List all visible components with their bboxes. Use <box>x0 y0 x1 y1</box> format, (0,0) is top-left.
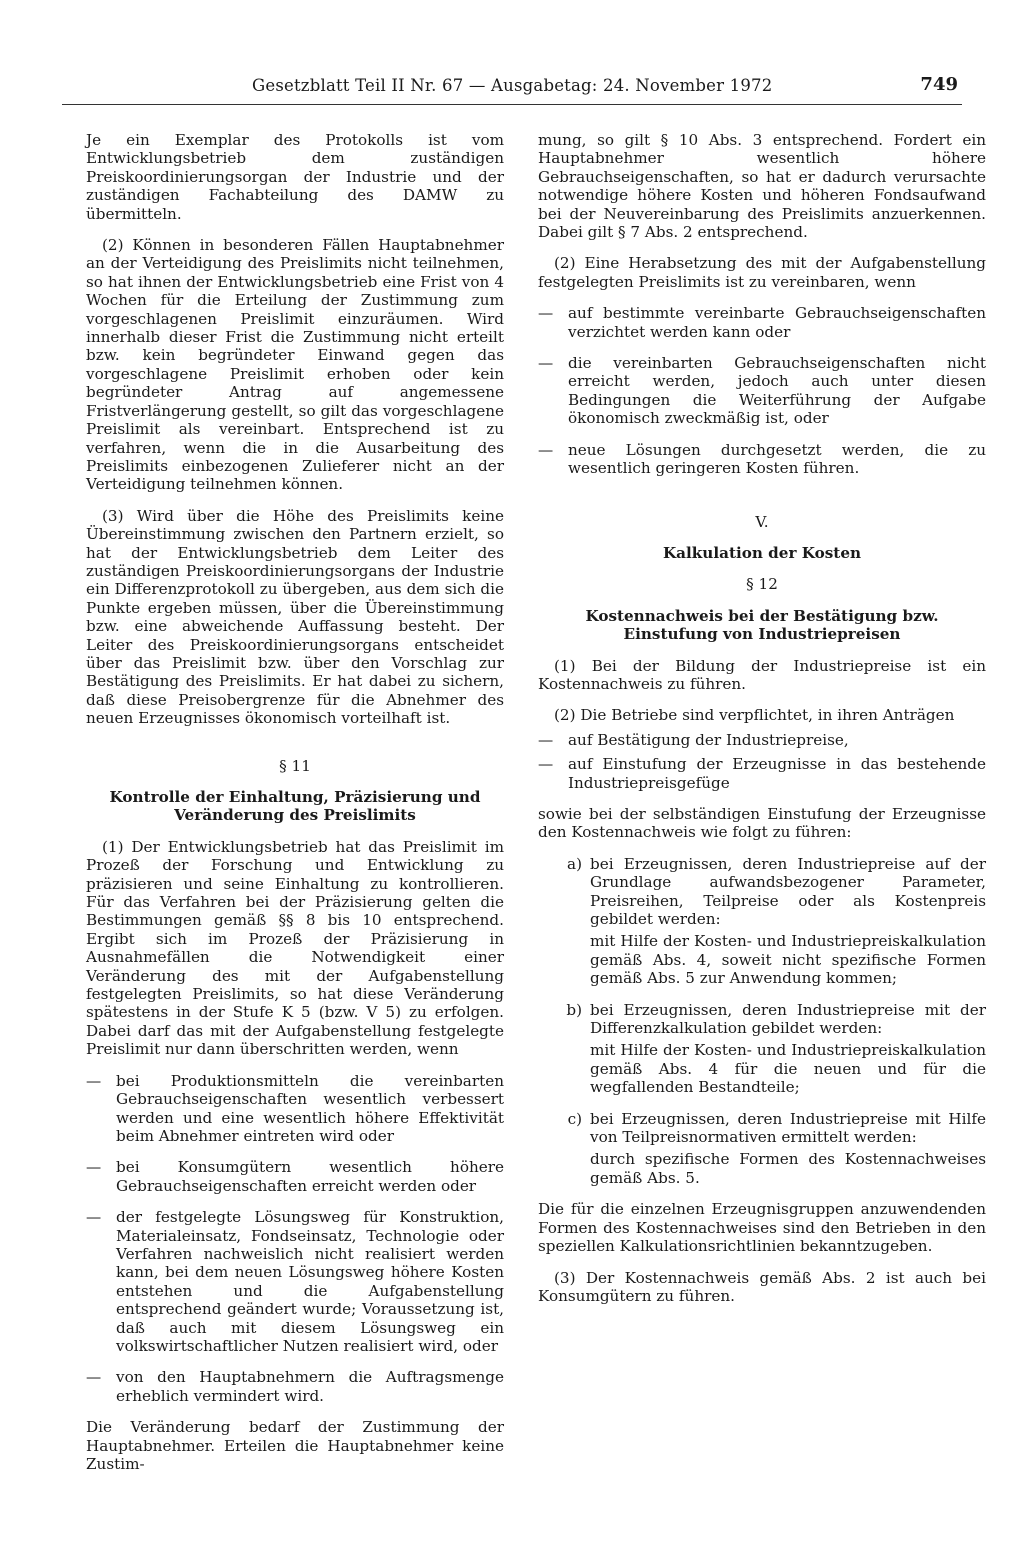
section-title: Kostennachweis bei der Bestätigung bzw. Einstufung von Industriepreisen <box>585 606 939 644</box>
section-number: § 11 <box>279 756 311 775</box>
list-item-text: auf bestimmte vereinbarte Gebrauchseigenschaften verzichtet werden kann oder <box>568 304 986 341</box>
item-label: c) <box>567 1109 582 1128</box>
item-subtext: durch spezifische Formen des Kostennachweises gemäß Abs. 5. <box>590 1150 986 1187</box>
dash-marker: — <box>86 1071 102 1090</box>
dash-marker: — <box>86 1208 102 1227</box>
section-number: § 12 <box>746 575 778 594</box>
header-title: Gesetzblatt Teil II Nr. 67 — Ausgabetag: 24. November 1972 <box>252 76 773 95</box>
dash-marker: — <box>538 354 554 373</box>
dash-list-item <box>538 731 986 749</box>
item-text: bei Erzeugnissen, deren Industriepreise mit der Differenzkalkulation gebildet werden: <box>590 1000 986 1038</box>
dash-list-item <box>538 354 986 428</box>
item-subtext: mit Hilfe der Kosten- und Industriepreiskalkulation gemäß Abs. 4 für die neuen und für die wegfallenden Bestandteile; <box>590 1041 986 1097</box>
right-column <box>538 131 986 1318</box>
paragraph: (2) Können in besonderen Fällen Hauptabnehmer an der Verteidigung des Preislimits nicht teilnehmen, so hat ihnen der Entwicklungsbetrieb eine Frist von 4 Wochen für die Erteilung der Zustimmung zum vorgeschlagenen Preislimit einzuräumen. Wird innerhalb dieser Frist die Zustimmung nicht erteilt bzw. kein begründeter Einwand gegen das vorgeschlagene Preislimit erhoben oder kein begründeter Antrag auf angemessene Fristverlängerung gestellt, so gilt das vorgeschlagene Preislimit als vereinbart. Entsprechend ist zu verfahren, wenn die in die Ausarbeitung des Preislimits einbezogenen Zulieferer nicht an der Verteidigung teilnehmen können. <box>86 236 504 494</box>
list-item-text: bei Produktionsmitteln die vereinbarten Gebrauchseigenschaften wesentlich verbessert werden und eine wesentlich höhere Effektivität beim Abnehmer eintreten wird oder <box>116 1071 504 1145</box>
item-subtext: mit Hilfe der Kosten- und Industriepreiskalkulation gemäß Abs. 4, soweit nicht spezifische Formen gemäß Abs. 5 zur Anwendung kommen; <box>590 932 986 988</box>
dash-list-item <box>538 304 986 341</box>
list-item-text: auf Einstufung der Erzeugnisse in das bestehende Industriepreisgefüge <box>568 755 986 792</box>
item-text: bei Erzeugnissen, deren Industriepreise mit Hilfe von Teilpreisnormativen ermittelt werden: <box>590 1109 986 1147</box>
paragraph: (1) Der Entwicklungsbetrieb hat das Preislimit im Prozeß der Forschung und Entwicklung zu präzisieren und seine Einhaltung zu kontrollieren. Für das Verfahren bei der Präzisierung gelten die Bestimmungen gemäß §§ 8 bis 10 entsprechend. Ergibt sich im Prozeß der Präzisierung in Ausnahmefällen die Notwendigkeit einer Veränderung des mit der Aufgabenstellung festgelegten Preislimits, so hat diese Veränderung spätestens in der Stufe K 5 (bzw. V 5) zu erfolgen. Dabei darf das mit der Aufgabenstellung festgelegte Preislimit nur dann überschritten werden, wenn <box>86 837 504 1059</box>
dash-list-item <box>86 1368 504 1405</box>
paragraph: (3) Der Kostennachweis gemäß Abs. 2 ist auch bei Konsumgütern zu führen. <box>538 1268 986 1305</box>
list-item-text: bei Konsumgütern wesentlich höhere Gebrauchseigenschaften erreicht werden oder <box>116 1158 504 1195</box>
part-title: Kalkulation der Kosten <box>662 543 862 562</box>
list-item-text: auf Bestätigung der Industriepreise, <box>568 730 849 749</box>
enumerated-item <box>538 855 986 929</box>
part-number: V. <box>755 512 769 531</box>
dash-list-item <box>86 1208 504 1355</box>
paragraph: Die Veränderung bedarf der Zustimmung der Hauptabnehmer. Erteilen die Hauptabnehmer keine Zustim- <box>86 1418 504 1473</box>
list-item-text: von den Hauptabnehmern die Auftragsmenge erheblich vermindert wird. <box>116 1368 504 1405</box>
left-column <box>86 131 504 1486</box>
dash-marker: — <box>538 440 554 459</box>
enumerated-item <box>538 1110 986 1147</box>
dash-list-item <box>86 1158 504 1195</box>
list-item-text: der festgelegte Lösungsweg für Konstruktion, Materialeinsatz, Fondseinsatz, Technologie oder Verfahren nachweislich nicht realisiert werden kann, bei dem neuen Lösungsweg höhere Kosten entstehen und die Aufgabenstellung entsprechend geändert wurde; Voraussetzung ist, daß auch mit diesem Lösungsweg ein volkswirtschaftlicher Nutzen realisiert wird, oder <box>116 1208 504 1355</box>
item-label: a) <box>567 854 582 873</box>
dash-marker: — <box>538 730 554 749</box>
dash-marker: — <box>538 304 554 323</box>
paragraph: (2) Eine Herabsetzung des mit der Aufgabenstellung festgelegten Preislimits ist zu vereinbaren, wenn <box>538 254 986 291</box>
paragraph: mung, so gilt § 10 Abs. 3 entsprechend. Fordert ein Hauptabnehmer wesentlich höhere Gebrauchseigenschaften, so hat er dadurch verursachte notwendige höhere Kosten und höheren Fondsaufwand bei der Neuvereinbarung des Preislimits anzuerkennen. Dabei gilt § 7 Abs. 2 entsprechend. <box>538 131 986 242</box>
dash-marker: — <box>86 1158 102 1177</box>
dash-list-item <box>538 441 986 478</box>
page-header <box>62 72 962 105</box>
paragraph: sowie bei der selbständigen Einstufung der Erzeugnisse den Kostennachweis wie folgt zu führen: <box>538 804 986 842</box>
item-label: b) <box>566 1000 582 1019</box>
list-item-text: die vereinbarten Gebrauchseigenschaften nicht erreicht werden, jedoch auch unter diesen Bedingungen die Weiterführung der Aufgabe ökonomisch zweckmäßig ist, oder <box>568 354 986 428</box>
list-item-text: neue Lösungen durchgesetzt werden, die zu wesentlich geringeren Kosten führen. <box>568 440 986 478</box>
item-text: bei Erzeugnissen, deren Industriepreise auf der Grundlage aufwandsbezogener Parameter, Preisreihen, Teilpreise oder als Kostenpreis gebildet werden: <box>590 854 986 928</box>
dash-marker: — <box>538 755 554 774</box>
paragraph: (2) Die Betriebe sind verpflichtet, in ihren Anträgen <box>554 706 955 725</box>
section-title: Kontrolle der Einhaltung, Präzisierung und Veränderung des Preislimits <box>109 788 481 825</box>
dash-list-item <box>538 755 986 792</box>
enumerated-item <box>538 1001 986 1038</box>
paragraph: Je ein Exemplar des Protokolls ist vom Entwicklungsbetrieb dem zuständigen Preiskoordinierungsorgan der Industrie und der zuständigen Fachabteilung des DAMW zu übermitteln. <box>86 131 504 223</box>
paragraph: (1) Bei der Bildung der Industriepreise ist ein Kostennachweis zu führen. <box>538 656 986 693</box>
dash-list-item <box>86 1072 504 1146</box>
paragraph: (3) Wird über die Höhe des Preislimits keine Übereinstimmung zwischen den Partnern erzielt, so hat der Entwicklungsbetrieb dem Leiter des zuständigen Preiskoordinierungsorgans der Industrie ein Differenzprotokoll zu übergeben, aus dem sich die Punkte ergeben müssen, über die Übereinstimmung bzw. eine abweichende Auffassung besteht. Der Leiter des Preiskoordinierungsorgans entscheidet über das Preislimit bzw. über den Vorschlag zur Bestätigung des Preislimits. Er hat dabei zu sichern, daß diese Preisobergrenze für die Abnehmer des neuen Erzeugnisses ökonomisch vorteilhaft ist. <box>86 506 504 728</box>
paragraph: Die für die einzelnen Erzeugnisgruppen anzuwendenden Formen des Kostennachweises sind den Betrieben in den speziellen Kalkulationsrichtlinien bekanntzugeben. <box>538 1200 986 1256</box>
dash-marker: — <box>86 1368 102 1387</box>
page-number: 749 <box>920 74 958 95</box>
